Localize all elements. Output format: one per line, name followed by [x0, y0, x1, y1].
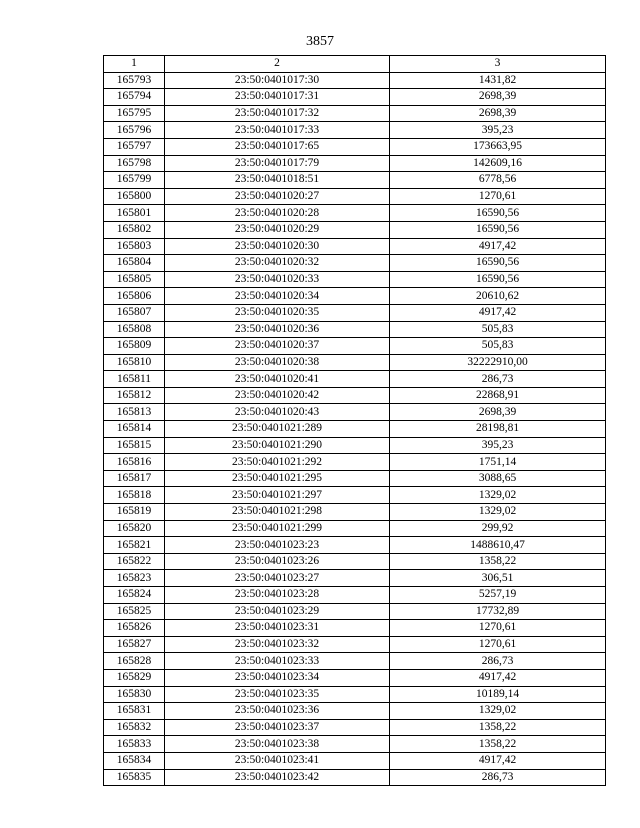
table-row [104, 255, 606, 272]
table-row [104, 421, 606, 438]
cadastral-number-cell: 23:50:0401020:32 [165, 255, 390, 272]
column-header-3: 3 [390, 56, 606, 73]
value-cell: 16590,56 [390, 255, 606, 272]
cadastral-number-cell: 23:50:0401023:28 [165, 587, 390, 604]
row-number-cell: 165806 [104, 288, 165, 305]
table-row [104, 587, 606, 604]
table-row [104, 271, 606, 288]
value-cell: 20610,62 [390, 288, 606, 305]
value-cell: 1488610,47 [390, 537, 606, 554]
table-row [104, 570, 606, 587]
value-cell: 3088,65 [390, 470, 606, 487]
table-row [104, 188, 606, 205]
cadastral-number-cell: 23:50:0401020:29 [165, 221, 390, 238]
cadastral-number-cell: 23:50:0401020:37 [165, 338, 390, 355]
data-table [103, 55, 606, 786]
table-row [104, 72, 606, 89]
table-row [104, 553, 606, 570]
table-row [104, 686, 606, 703]
row-number-cell: 165834 [104, 752, 165, 769]
cadastral-number-cell: 23:50:0401023:33 [165, 653, 390, 670]
table-row [104, 736, 606, 753]
value-cell: 505,83 [390, 338, 606, 355]
row-number-cell: 165802 [104, 221, 165, 238]
cadastral-number-cell: 23:50:0401023:35 [165, 686, 390, 703]
row-number-cell: 165826 [104, 620, 165, 637]
value-cell: 306,51 [390, 570, 606, 587]
value-cell: 505,83 [390, 321, 606, 338]
value-cell: 142609,16 [390, 155, 606, 172]
cadastral-number-cell: 23:50:0401020:38 [165, 354, 390, 371]
cadastral-number-cell: 23:50:0401021:299 [165, 520, 390, 537]
row-number-cell: 165805 [104, 271, 165, 288]
value-cell: 4917,42 [390, 304, 606, 321]
table-row [104, 636, 606, 653]
value-cell: 2698,39 [390, 89, 606, 106]
cadastral-number-cell: 23:50:0401020:28 [165, 205, 390, 222]
value-cell: 32222910,00 [390, 354, 606, 371]
value-cell: 16590,56 [390, 271, 606, 288]
row-number-cell: 165822 [104, 553, 165, 570]
table-row [104, 387, 606, 404]
table-row [104, 404, 606, 421]
row-number-cell: 165817 [104, 470, 165, 487]
table-row [104, 769, 606, 786]
cadastral-number-cell: 23:50:0401023:23 [165, 537, 390, 554]
cadastral-number-cell: 23:50:0401021:290 [165, 437, 390, 454]
row-number-cell: 165820 [104, 520, 165, 537]
value-cell: 4917,42 [390, 669, 606, 686]
value-cell: 1270,61 [390, 188, 606, 205]
row-number-cell: 165825 [104, 603, 165, 620]
cadastral-number-cell: 23:50:0401017:65 [165, 138, 390, 155]
value-cell: 6778,56 [390, 172, 606, 189]
row-number-cell: 165833 [104, 736, 165, 753]
table-row [104, 354, 606, 371]
value-cell: 299,92 [390, 520, 606, 537]
cadastral-number-cell: 23:50:0401023:27 [165, 570, 390, 587]
row-number-cell: 165801 [104, 205, 165, 222]
value-cell: 17732,89 [390, 603, 606, 620]
cadastral-number-cell: 23:50:0401020:33 [165, 271, 390, 288]
row-number-cell: 165809 [104, 338, 165, 355]
cadastral-number-cell: 23:50:0401023:26 [165, 553, 390, 570]
row-number-cell: 165832 [104, 719, 165, 736]
column-header-2: 2 [165, 56, 390, 73]
table-row [104, 620, 606, 637]
table-row [104, 138, 606, 155]
cadastral-number-cell: 23:50:0401017:31 [165, 89, 390, 106]
cadastral-number-cell: 23:50:0401023:36 [165, 703, 390, 720]
value-cell: 286,73 [390, 653, 606, 670]
table-row [104, 105, 606, 122]
value-cell: 286,73 [390, 769, 606, 786]
table-row [104, 122, 606, 139]
table-row [104, 487, 606, 504]
cadastral-number-cell: 23:50:0401021:289 [165, 421, 390, 438]
value-cell: 28198,81 [390, 421, 606, 438]
value-cell: 1329,02 [390, 487, 606, 504]
row-number-cell: 165818 [104, 487, 165, 504]
row-number-cell: 165795 [104, 105, 165, 122]
value-cell: 4917,42 [390, 238, 606, 255]
row-number-cell: 165821 [104, 537, 165, 554]
table-header-row [104, 56, 606, 73]
cadastral-number-cell: 23:50:0401020:41 [165, 371, 390, 388]
cadastral-number-cell: 23:50:0401020:27 [165, 188, 390, 205]
row-number-cell: 165794 [104, 89, 165, 106]
row-number-cell: 165819 [104, 504, 165, 521]
cadastral-number-cell: 23:50:0401021:292 [165, 454, 390, 471]
cadastral-number-cell: 23:50:0401017:79 [165, 155, 390, 172]
value-cell: 395,23 [390, 122, 606, 139]
cadastral-number-cell: 23:50:0401023:42 [165, 769, 390, 786]
cadastral-number-cell: 23:50:0401023:38 [165, 736, 390, 753]
table-row [104, 669, 606, 686]
row-number-cell: 165823 [104, 570, 165, 587]
value-cell: 1270,61 [390, 620, 606, 637]
row-number-cell: 165798 [104, 155, 165, 172]
value-cell: 1329,02 [390, 504, 606, 521]
cadastral-number-cell: 23:50:0401020:30 [165, 238, 390, 255]
value-cell: 1358,22 [390, 553, 606, 570]
row-number-cell: 165835 [104, 769, 165, 786]
row-number-cell: 165829 [104, 669, 165, 686]
row-number-cell: 165799 [104, 172, 165, 189]
cadastral-number-cell: 23:50:0401021:297 [165, 487, 390, 504]
cadastral-number-cell: 23:50:0401020:36 [165, 321, 390, 338]
value-cell: 16590,56 [390, 221, 606, 238]
table-row [104, 537, 606, 554]
row-number-cell: 165814 [104, 421, 165, 438]
table-row [104, 155, 606, 172]
cadastral-number-cell: 23:50:0401023:37 [165, 719, 390, 736]
table-row [104, 371, 606, 388]
value-cell: 1358,22 [390, 736, 606, 753]
cadastral-number-cell: 23:50:0401023:34 [165, 669, 390, 686]
cadastral-number-cell: 23:50:0401023:32 [165, 636, 390, 653]
cadastral-number-cell: 23:50:0401020:35 [165, 304, 390, 321]
row-number-cell: 165807 [104, 304, 165, 321]
row-number-cell: 165804 [104, 255, 165, 272]
cadastral-number-cell: 23:50:0401023:31 [165, 620, 390, 637]
table-row [104, 504, 606, 521]
value-cell: 173663,95 [390, 138, 606, 155]
value-cell: 10189,14 [390, 686, 606, 703]
row-number-cell: 165816 [104, 454, 165, 471]
table-row [104, 752, 606, 769]
row-number-cell: 165830 [104, 686, 165, 703]
value-cell: 16590,56 [390, 205, 606, 222]
cadastral-number-cell: 23:50:0401017:30 [165, 72, 390, 89]
table-row [104, 470, 606, 487]
cadastral-number-cell: 23:50:0401021:298 [165, 504, 390, 521]
table-row [104, 338, 606, 355]
row-number-cell: 165797 [104, 138, 165, 155]
cadastral-number-cell: 23:50:0401020:43 [165, 404, 390, 421]
cadastral-number-cell: 23:50:0401023:41 [165, 752, 390, 769]
cadastral-number-cell: 23:50:0401023:29 [165, 603, 390, 620]
value-cell: 22868,91 [390, 387, 606, 404]
row-number-cell: 165793 [104, 72, 165, 89]
row-number-cell: 165828 [104, 653, 165, 670]
value-cell: 1431,82 [390, 72, 606, 89]
value-cell: 1751,14 [390, 454, 606, 471]
cadastral-number-cell: 23:50:0401017:33 [165, 122, 390, 139]
table-row [104, 304, 606, 321]
cadastral-number-cell: 23:50:0401020:42 [165, 387, 390, 404]
cadastral-number-cell: 23:50:0401020:34 [165, 288, 390, 305]
row-number-cell: 165812 [104, 387, 165, 404]
table-row [104, 454, 606, 471]
page-number: 3857 [306, 34, 334, 49]
row-number-cell: 165813 [104, 404, 165, 421]
row-number-cell: 165803 [104, 238, 165, 255]
value-cell: 2698,39 [390, 105, 606, 122]
column-header-1: 1 [104, 56, 165, 73]
cadastral-number-cell: 23:50:0401021:295 [165, 470, 390, 487]
table-row [104, 89, 606, 106]
row-number-cell: 165810 [104, 354, 165, 371]
value-cell: 4917,42 [390, 752, 606, 769]
table-row [104, 520, 606, 537]
row-number-cell: 165831 [104, 703, 165, 720]
row-number-cell: 165815 [104, 437, 165, 454]
cadastral-number-cell: 23:50:0401018:51 [165, 172, 390, 189]
table-row [104, 172, 606, 189]
table-row [104, 321, 606, 338]
row-number-cell: 165824 [104, 587, 165, 604]
row-number-cell: 165796 [104, 122, 165, 139]
value-cell: 1270,61 [390, 636, 606, 653]
row-number-cell: 165811 [104, 371, 165, 388]
row-number-cell: 165800 [104, 188, 165, 205]
value-cell: 1329,02 [390, 703, 606, 720]
value-cell: 286,73 [390, 371, 606, 388]
value-cell: 2698,39 [390, 404, 606, 421]
table-row [104, 437, 606, 454]
table-row [104, 719, 606, 736]
value-cell: 395,23 [390, 437, 606, 454]
table-row [104, 603, 606, 620]
value-cell: 5257,19 [390, 587, 606, 604]
row-number-cell: 165827 [104, 636, 165, 653]
table-row [104, 205, 606, 222]
table-row [104, 288, 606, 305]
table-row [104, 703, 606, 720]
table-row [104, 653, 606, 670]
table-row [104, 238, 606, 255]
cadastral-number-cell: 23:50:0401017:32 [165, 105, 390, 122]
table-body [104, 72, 606, 786]
table-row [104, 221, 606, 238]
value-cell: 1358,22 [390, 719, 606, 736]
row-number-cell: 165808 [104, 321, 165, 338]
